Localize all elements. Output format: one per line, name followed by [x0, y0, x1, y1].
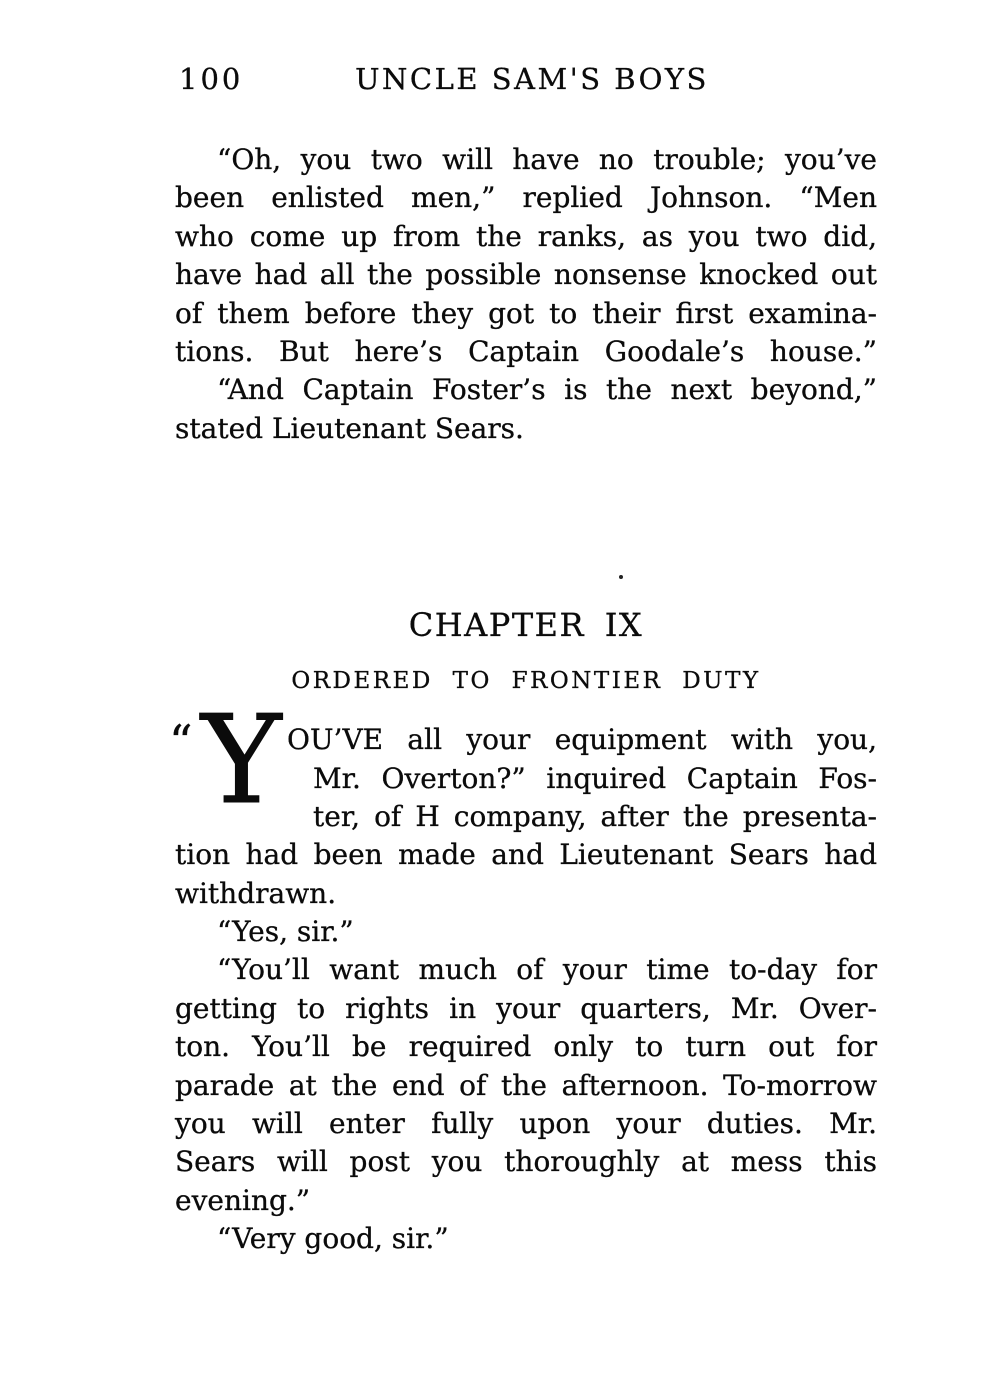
- drop-cap-letter: Y: [201, 689, 282, 832]
- text-line: you will enter fully upon your duties. Mr.: [175, 1107, 877, 1141]
- text-line: “Yes, sir.”: [217, 915, 354, 949]
- text-line: ter, of H company, after the presenta-: [313, 799, 877, 833]
- paragraph-sears-statement: [175, 371, 877, 448]
- text-line: ton. You’ll be required only to turn out for: [175, 1030, 877, 1064]
- top-text-section: [175, 141, 877, 448]
- text-line: tions. But here’s Captain Goodale’s house.”: [175, 334, 877, 368]
- text-line: “You’ll want much of your time to-day for: [217, 953, 877, 987]
- paragraph-very-good-sir: [175, 1220, 877, 1258]
- text-line: evening.”: [175, 1183, 311, 1217]
- chapter-opening-section: [169, 689, 877, 1258]
- book-title: UNCLE SAM'S BOYS: [355, 62, 709, 96]
- paragraph-yes-sir: [175, 913, 877, 951]
- chapter-subtitle: ORDERED TO FRONTIER DUTY: [291, 668, 761, 695]
- text-line: parade at the end of the afternoon. To-morrow: [175, 1068, 877, 1102]
- text-line: getting to rights in your quarters, Mr. Over-: [175, 991, 877, 1025]
- paragraph-foster-instructions: [175, 951, 877, 1220]
- text-line: stated Lieutenant Sears.: [175, 411, 524, 445]
- text-line: who come up from the ranks, as you two did,: [175, 219, 877, 253]
- running-header: [175, 62, 877, 96]
- text-column: [169, 0, 877, 1259]
- text-line: withdrawn.: [175, 876, 337, 910]
- chapter-heading: CHAPTER IX: [408, 606, 644, 645]
- text-line: “Very good, sir.”: [217, 1222, 449, 1256]
- paragraph-johnson-reply: [175, 141, 877, 371]
- text-line: “And Captain Foster’s is the next beyond,”: [217, 373, 877, 407]
- text-line: OU’VE all your equipment with you,: [287, 723, 877, 757]
- text-line: “Oh, you two will have no trouble; you’ve: [217, 143, 877, 176]
- text-line: Sears will post you thoroughly at mess this: [175, 1145, 877, 1179]
- text-line: been enlisted men,” replied Johnson. “Men: [175, 181, 877, 215]
- page-number: 100: [179, 62, 244, 96]
- text-line: of them before they got to their first examina-: [175, 296, 877, 330]
- text-line: have had all the possible nonsense knocked out: [175, 258, 877, 292]
- text-line: tion had been made and Lieutenant Sears had: [175, 838, 877, 872]
- text-line: Mr. Overton?” inquired Captain Fos-: [313, 761, 877, 795]
- ink-speck: [619, 575, 623, 579]
- open-quote-mark: “: [169, 715, 193, 770]
